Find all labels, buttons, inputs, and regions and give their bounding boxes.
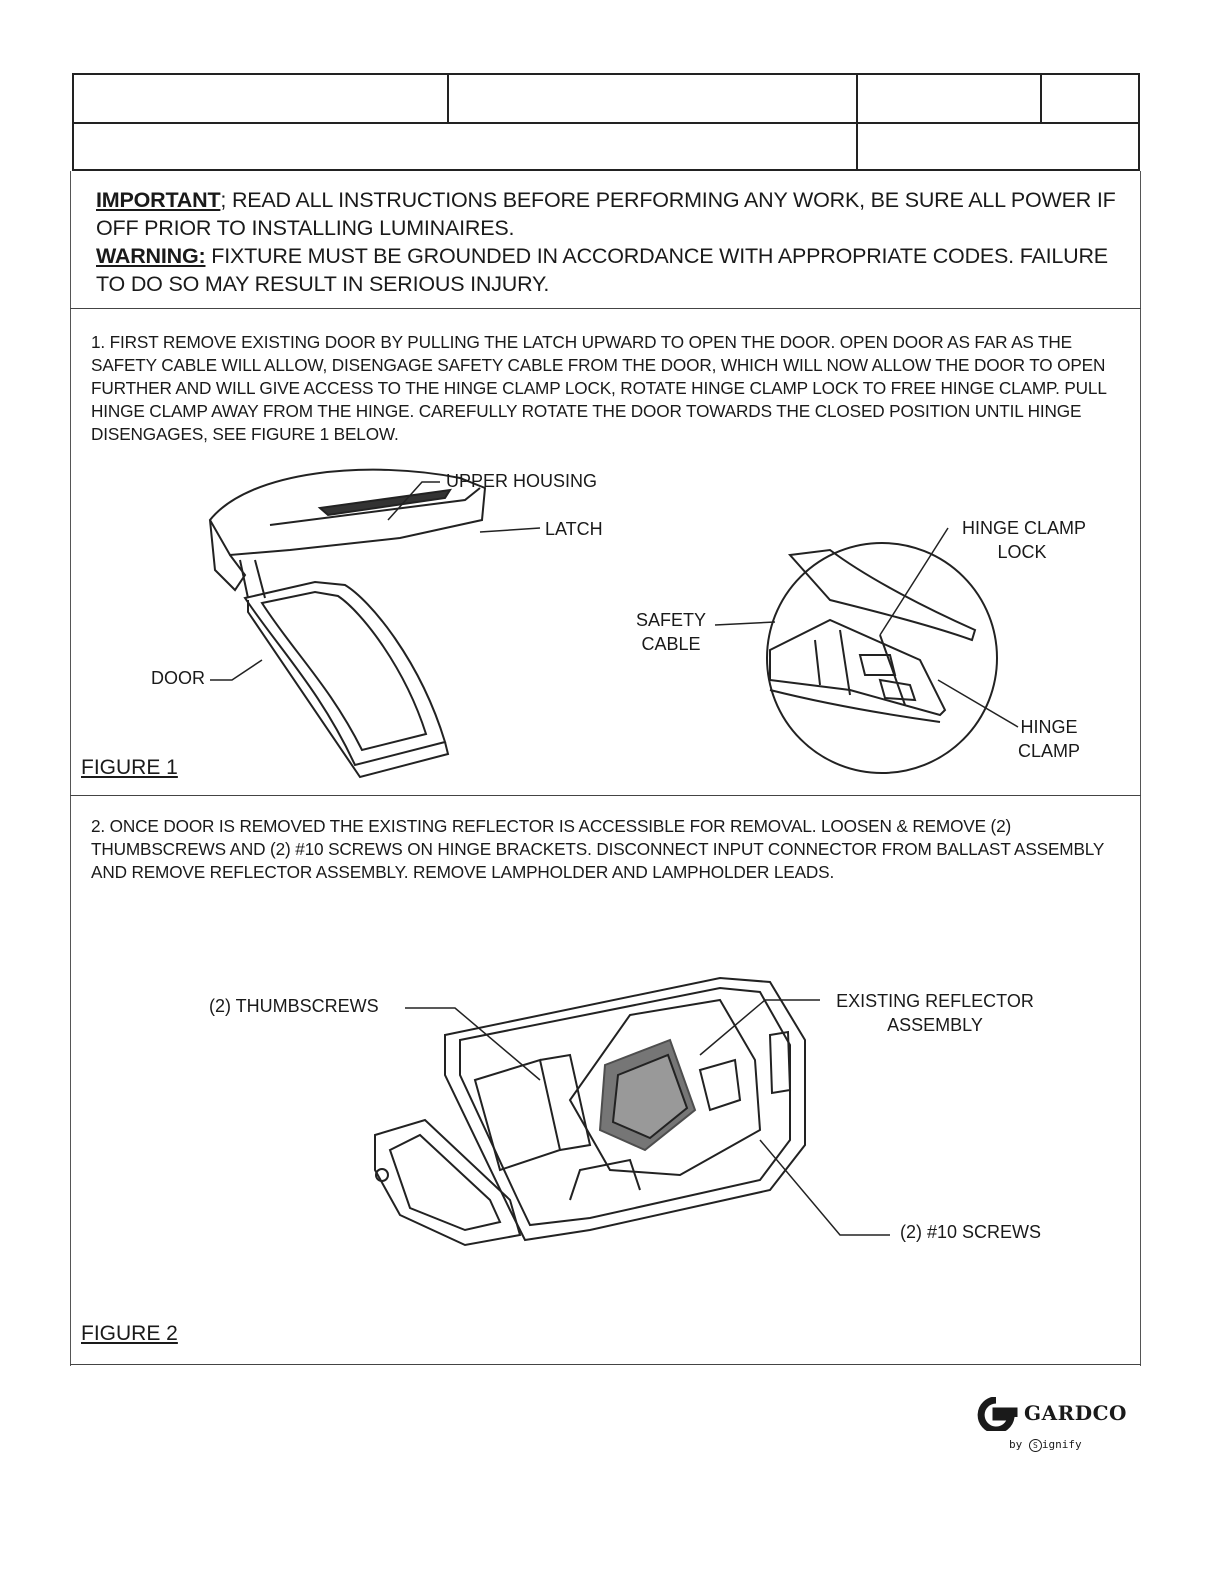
brand-byline: by S ignify (1009, 1438, 1082, 1451)
signify-s-icon: S (1029, 1439, 1042, 1452)
figure-1-drawing (70, 460, 1140, 795)
label-thumbscrews: (2) THUMBSCREWS (209, 996, 379, 1016)
label-upper-housing: UPPER HOUSING (446, 471, 598, 491)
important-label: IMPORTANT (96, 188, 221, 212)
brand-name: GARDCO (1024, 1401, 1127, 1425)
safety-notice (96, 186, 1126, 298)
label-door: DOOR (151, 668, 205, 688)
step-1-text: 1. FIRST REMOVE EXISTING DOOR BY PULLING THE LATCH UPWARD TO OPEN THE DOOR. OPEN DOOR AS FAR AS THE SAFETY CABLE WILL ALLOW, DISENGAGE SAFETY CABLE FROM THE DOOR, WHICH WILL NOW ALLOW THE DOOR TO OPEN FURTHER AND WILL GIVE ACCESS TO THE HINGE CLAMP LOCK, ROTATE HINGE CLAMP LOCK TO FREE HINGE CLAMP. PULL HINGE CLAMP AWAY FROM THE HINGE. CAREFULLY ROTATE THE DOOR TOWARDS THE CLOSED POSITION UNTIL HINGE DISENGAGES, SEE FIGURE 1 BELOW. (91, 332, 1107, 444)
warning-label: WARNING: (96, 244, 206, 268)
important-text: ; READ ALL INSTRUCTIONS BEFORE PERFORMING ANY WORK, BE SURE ALL POWER IF OFF PRIOR TO INSTALLING LUMINAIRES. (96, 188, 1116, 240)
label-existing-reflector: EXISTING REFLECTOR ASSEMBLY (836, 991, 1034, 1035)
label-latch: LATCH (545, 519, 603, 539)
gardco-logo (974, 1397, 1127, 1457)
divider (70, 308, 1141, 309)
figure-1-caption: FIGURE 1 (81, 756, 178, 779)
label-10-screws: (2) #10 SCREWS (900, 1222, 1042, 1242)
label-hinge-clamp-lock: HINGE CLAMP LOCK (961, 518, 1086, 562)
label-safety-cable: SAFETY CABLE (635, 610, 706, 654)
divider (70, 1364, 1141, 1365)
label-hinge-clamp: HINGE CLAMP (1017, 717, 1080, 761)
step-2-text: 2. ONCE DOOR IS REMOVED THE EXISTING REFLECTOR IS ACCESSIBLE FOR REMOVAL. LOOSEN & REMOVE (2) THUMBSCREWS AND (2) #10 SCREWS ON HINGE BRACKETS. DISCONNECT INPUT CONNECTOR FROM BALLAST ASSEMBLY AND REMOVE REFLECTOR ASSEMBLY. REMOVE LAMPHOLDER AND LAMPHOLDER LEADS. (91, 816, 1104, 882)
warning-text: FIXTURE MUST BE GROUNDED IN ACCORDANCE WITH APPROPRIATE CODES. FAILURE TO DO SO MAY RESULT IN SERIOUS INJURY. (96, 244, 1108, 296)
title-block (72, 73, 1140, 171)
divider (70, 795, 1141, 796)
gardco-mark-icon (974, 1397, 1018, 1431)
figure-2-caption: FIGURE 2 (81, 1322, 178, 1345)
